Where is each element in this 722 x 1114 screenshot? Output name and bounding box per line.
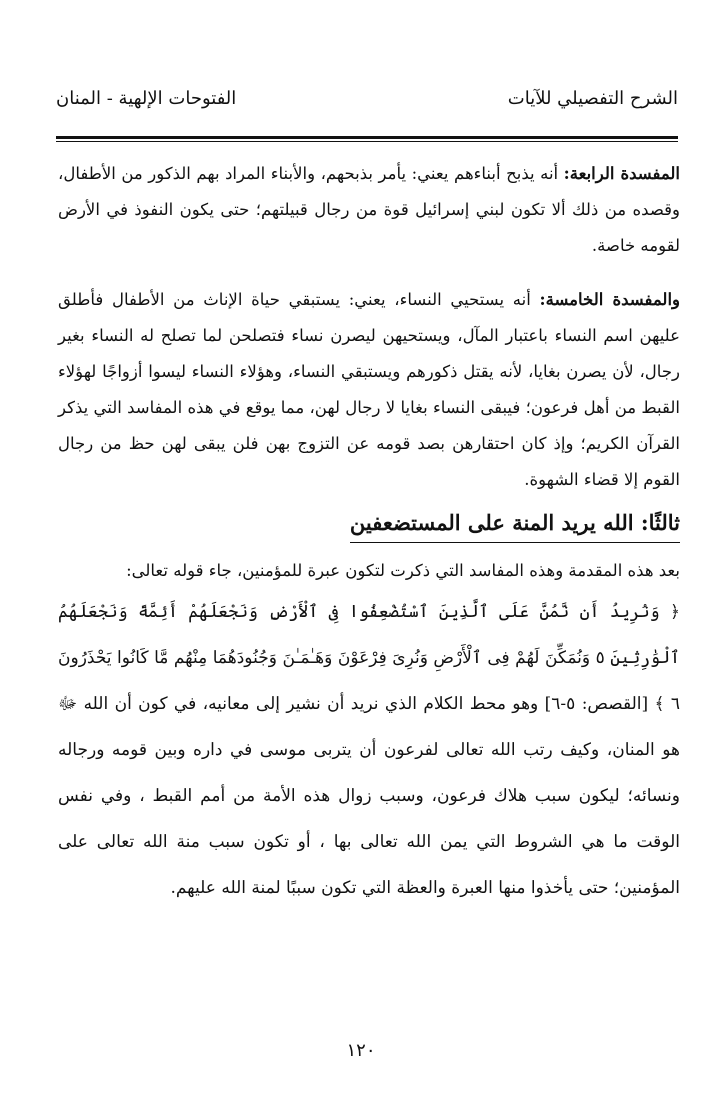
- closing-text: وهو محط الكلام الذي نريد أن نشير إلى معانيه، في كون أن الله ﷻ هو المنان، وكيف رتب الله تعالى لفرعون أن يتربى موسى في داره وبين قومه ورجاله ونسائه؛ ليكون سبب هلاك فرعون، وسبب زوال هذه الأمة من أمم القبط ، وفي نفس الوقت ما هي الشروط التي يمن الله تعالى بها ، أو تكون سبب منة الله تعالى على المؤمنين؛ حتى يأخذوا منها العبرة والعظة التي تكون سببًا لمنة الله عليهم.: [58, 694, 680, 898]
- fifth-corruption-label: والمفسدة الخامسة:: [539, 290, 680, 309]
- fifth-corruption-text: أنه يستحيي النساء، يعني: يستبقي حياة الإناث من الأطفال فأطلق عليهن اسم النساء باعتبار المآل، ويستحيهن ليصرن نساء فتصلحن لما تصلح له النساء بغير رجال، لأن يصرن بغايا، لأنه يقتل ذكورهم ويستبقي النساء، وهؤلاء النساء ليسوا أزواجًا لهؤلاء القبط من أهل فرعون؛ فيبقى النساء بغايا لا رجال لهن، مما يوقع في هذه المفاسد التي يذكر القرآن الكريم؛ وإذ كان احتقارهن بصد قومه عن التزوج بهن فلن يبقى لهن حظ من رجال القوم إلا قضاء الشهوة.: [58, 290, 680, 489]
- ayah-marker-5: ٥: [595, 648, 605, 668]
- intro-line: بعد هذه المقدمة وهذه المفاسد التي ذكرت لتكون عبرة للمؤمنين، جاء قوله تعالى:: [126, 561, 680, 580]
- page-body: [58, 156, 680, 911]
- paragraph-fourth-corruption: [58, 156, 680, 264]
- subheading-wrap: [58, 498, 680, 553]
- fourth-corruption-text: أنه يذبح أبناءهم يعني: يأمر بذبحهم، والأبناء المراد بهم الذكور من الأطفال، وقصده من ذلك ألا تكون لبني إسرائيل قوة من رجال قبيلتهم؛ حتى يكون النفوذ في الأرض لقومه خاصة.: [58, 164, 680, 255]
- verse-line-2: وَنُمَكِّنَ لَهُمْ فِى ٱلْأَرْضِ وَنُرِىَ فِرْعَوْنَ وَهَـٰمَـٰنَ وَجُنُودَهُمَا مِنْهُم مَّا كَانُوا يَحْذَرُونَ: [58, 648, 591, 668]
- quran-verse: [58, 589, 680, 911]
- fourth-corruption-label: المفسدة الرابعة:: [563, 164, 680, 183]
- verse-line-1: وَنُرِيدُ أَن نَّمُنَّ عَلَى ٱلَّذِينَ ٱسْتُضْعِفُوا فِى ٱلْأَرْضِ وَنَجْعَلَهُمْ أَئِمَّةً وَنَجْعَلَهُمُ ٱلْوَٰرِثِينَ: [58, 602, 681, 668]
- header-rule: [56, 136, 678, 139]
- page-number: ١٢٠: [346, 1040, 376, 1061]
- page-header: [56, 82, 678, 122]
- verse-open-bracket: ﴿: [670, 602, 681, 622]
- ayah-marker-6: ٦: [670, 694, 681, 714]
- paragraph-fifth-corruption: [58, 282, 680, 498]
- book-title: الشرح التفصيلي للآيات: [507, 88, 678, 109]
- verse-reference: [القصص: ٥-٦]: [544, 694, 649, 714]
- section-title: الفتوحات الإلهية - المنان: [56, 88, 237, 109]
- section-subheading: ثالثًا: الله يريد المنة على المستضعفين: [350, 506, 680, 543]
- header-rule-thin: [56, 141, 678, 142]
- verse-close-bracket: ﴾: [654, 694, 665, 714]
